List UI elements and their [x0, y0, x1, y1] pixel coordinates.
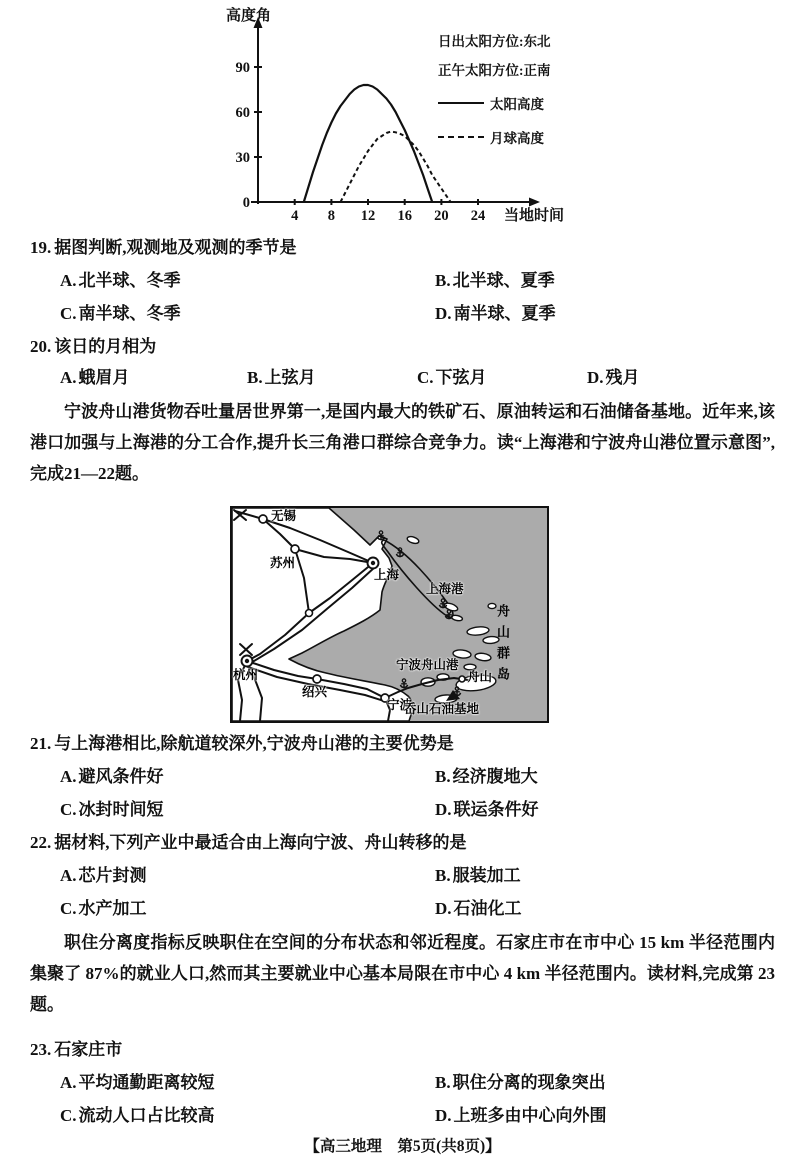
question-stem: [30, 830, 775, 855]
question-options: [60, 264, 775, 330]
legend-entry-sun: [438, 93, 570, 113]
map-label-aoshan-oil-base: 岙山石油基地: [404, 702, 480, 716]
dashed-line-icon: [438, 136, 484, 138]
map-label-shanghai: 上海: [374, 568, 400, 582]
option-key: B.: [247, 368, 263, 387]
option-text: 职住分离的现象突出: [452, 1073, 606, 1092]
option-key: D.: [435, 1106, 452, 1125]
passage-port: 宁波舟山港货物吞吐量居世界第一,是国内最大的铁矿石、原油转运和石油储备基地。近年来,该港口加强与上海港的分工合作,提升长三角港口群综合竞争力。读“上海港和宁波舟山港位置示意图”,完成21—22题。: [30, 402, 775, 483]
option-key: D.: [435, 304, 452, 323]
question-options: [60, 361, 775, 394]
option-text: 下弦月: [435, 368, 487, 387]
option-b: [435, 760, 775, 793]
y-tick-label: 90: [235, 60, 250, 76]
option-text: 北半球、冬季: [78, 271, 181, 290]
map-label-zhoushan-islands: 舟山群岛: [495, 604, 510, 688]
map-label-hangzhou: 杭州: [233, 668, 259, 682]
question-stem: [30, 235, 775, 260]
option-d: [435, 297, 775, 330]
option-text: 平均通勤距离较短: [78, 1073, 215, 1092]
option-key: A.: [60, 271, 77, 290]
moon-altitude-curve: [341, 132, 451, 203]
option-d: [587, 361, 775, 394]
solid-line-icon: [438, 102, 484, 104]
option-key: C.: [60, 899, 77, 918]
x-axis-title: 当地时间: [504, 208, 565, 224]
option-key: A.: [60, 767, 77, 786]
option-key: C.: [60, 304, 77, 323]
option-text: 经济腹地大: [452, 767, 538, 786]
option-a: [60, 859, 435, 892]
option-key: A.: [60, 368, 77, 387]
option-text: 石油化工: [453, 899, 522, 918]
question-21: [30, 731, 775, 826]
question-23: [30, 1037, 775, 1132]
question-number: 21.: [30, 734, 52, 753]
x-tick-label: 24: [470, 208, 486, 224]
option-c: [60, 1099, 435, 1132]
y-axis-title: 高度角: [226, 8, 272, 24]
x-tick-label: 20: [434, 208, 449, 224]
option-b: [435, 1066, 775, 1099]
option-text: 避风条件好: [78, 767, 164, 786]
option-key: D.: [435, 800, 452, 819]
option-key: C.: [60, 800, 77, 819]
option-key: B.: [435, 1073, 451, 1092]
option-text: 冰封时间短: [78, 800, 164, 819]
suzhou-marker: [291, 545, 299, 553]
exam-content: [30, 235, 775, 1158]
question-number: 22.: [30, 833, 52, 852]
option-text: 联运条件好: [453, 800, 539, 819]
option-a: [60, 361, 247, 394]
question-stem: [30, 1037, 775, 1062]
noon-direction-note: 正午太阳方位:正南: [438, 63, 551, 78]
option-key: A.: [60, 1073, 77, 1092]
option-c: [417, 361, 587, 394]
option-key: D.: [435, 899, 452, 918]
question-text: 与上海港相比,除航道较深外,宁波舟山港的主要优势是: [54, 734, 454, 753]
question-options: [60, 1066, 775, 1132]
question-number: 20.: [30, 337, 52, 356]
option-key: B.: [435, 767, 451, 786]
map-label-ningbo-zhoushan-port: 宁波舟山港: [396, 658, 459, 672]
y-tick-label: 30: [235, 150, 250, 166]
question-19: [30, 235, 775, 330]
x-axis-arrow: [529, 198, 540, 207]
sun-moon-altitude-chart: [220, 4, 570, 232]
map-label-shanghai-port: 上海港: [426, 582, 464, 596]
question-number: 23.: [30, 1040, 52, 1059]
question-options: [60, 859, 775, 925]
page-footer: 【高三地理 第5页(共8页)】: [304, 1138, 501, 1155]
option-text: 蛾眉月: [78, 368, 130, 387]
passage-job-housing: 职住分离度指标反映职住在空间的分布状态和邻近程度。石家庄市在市中心 15 km 半径范围内集聚了 87%的就业人口,然而其主要就业中心基本局限在市中心 4 km 半径范围内。读材料,完成第 23 题。: [30, 933, 775, 1014]
question-20: [30, 334, 775, 394]
question-22: [30, 830, 775, 925]
option-key: A.: [60, 866, 77, 885]
question-text: 该日的月相为: [54, 337, 157, 356]
legend-label: 太阳高度: [490, 97, 544, 112]
option-d: [435, 1099, 775, 1132]
option-text: 南半球、夏季: [453, 304, 556, 323]
x-tick-label: 16: [397, 208, 412, 224]
option-text: 水产加工: [78, 899, 147, 918]
junction-marker: [306, 610, 313, 617]
port-location-map: [230, 506, 549, 723]
option-b: [247, 361, 417, 394]
option-a: [60, 760, 435, 793]
question-options: [60, 760, 775, 826]
option-text: 上班多由中心向外围: [453, 1106, 607, 1125]
legend-label: 月球高度: [490, 131, 544, 146]
option-key: C.: [417, 368, 434, 387]
map-label-ningbo: 宁波: [387, 698, 413, 712]
option-key: C.: [60, 1106, 77, 1125]
map-label-suzhou: 苏州: [270, 556, 296, 570]
sunrise-direction-note: 日出太阳方位:东北: [438, 34, 551, 49]
option-a: [60, 1066, 435, 1099]
map-label-zhoushan: 舟山: [467, 670, 493, 684]
question-number: 19.: [30, 238, 52, 257]
option-c: [60, 892, 435, 925]
x-tick-label: 8: [327, 208, 336, 224]
chart-legend: [438, 30, 570, 147]
shanghai-marker-dot: [371, 561, 375, 565]
zhoushan-marker: [459, 676, 465, 682]
option-b: [435, 859, 775, 892]
option-key: D.: [587, 368, 604, 387]
option-c: [60, 793, 435, 826]
question-text: 据图判断,观测地及观测的季节是: [54, 238, 297, 257]
option-text: 芯片封测: [78, 866, 147, 885]
option-text: 服装加工: [452, 866, 521, 885]
option-text: 南半球、冬季: [78, 304, 181, 323]
shaoxing-marker: [313, 675, 321, 683]
y-tick-label: 0: [242, 195, 250, 211]
question-stem: [30, 731, 775, 756]
question-stem: [30, 334, 775, 359]
x-tick-label: 4: [291, 208, 299, 224]
legend-entry-moon: [438, 127, 570, 147]
option-key: B.: [435, 271, 451, 290]
question-text: 据材料,下列产业中最适合由上海向宁波、舟山转移的是: [54, 833, 467, 852]
option-key: B.: [435, 866, 451, 885]
map-label-wuxi: 无锡: [271, 509, 297, 523]
option-text: 流动人口占比较高: [78, 1106, 215, 1125]
option-d: [435, 892, 775, 925]
x-tick-label: 12: [360, 208, 376, 224]
y-tick-label: 60: [235, 105, 250, 121]
option-d: [435, 793, 775, 826]
option-b: [435, 264, 775, 297]
option-text: 北半球、夏季: [452, 271, 555, 290]
question-text: 石家庄市: [54, 1040, 123, 1059]
option-c: [60, 297, 435, 330]
option-text: 上弦月: [264, 368, 316, 387]
option-text: 残月: [605, 368, 640, 387]
wuxi-marker: [259, 515, 267, 523]
map-label-shaoxing: 绍兴: [302, 685, 328, 699]
hangzhou-marker-dot: [245, 659, 249, 663]
option-a: [60, 264, 435, 297]
